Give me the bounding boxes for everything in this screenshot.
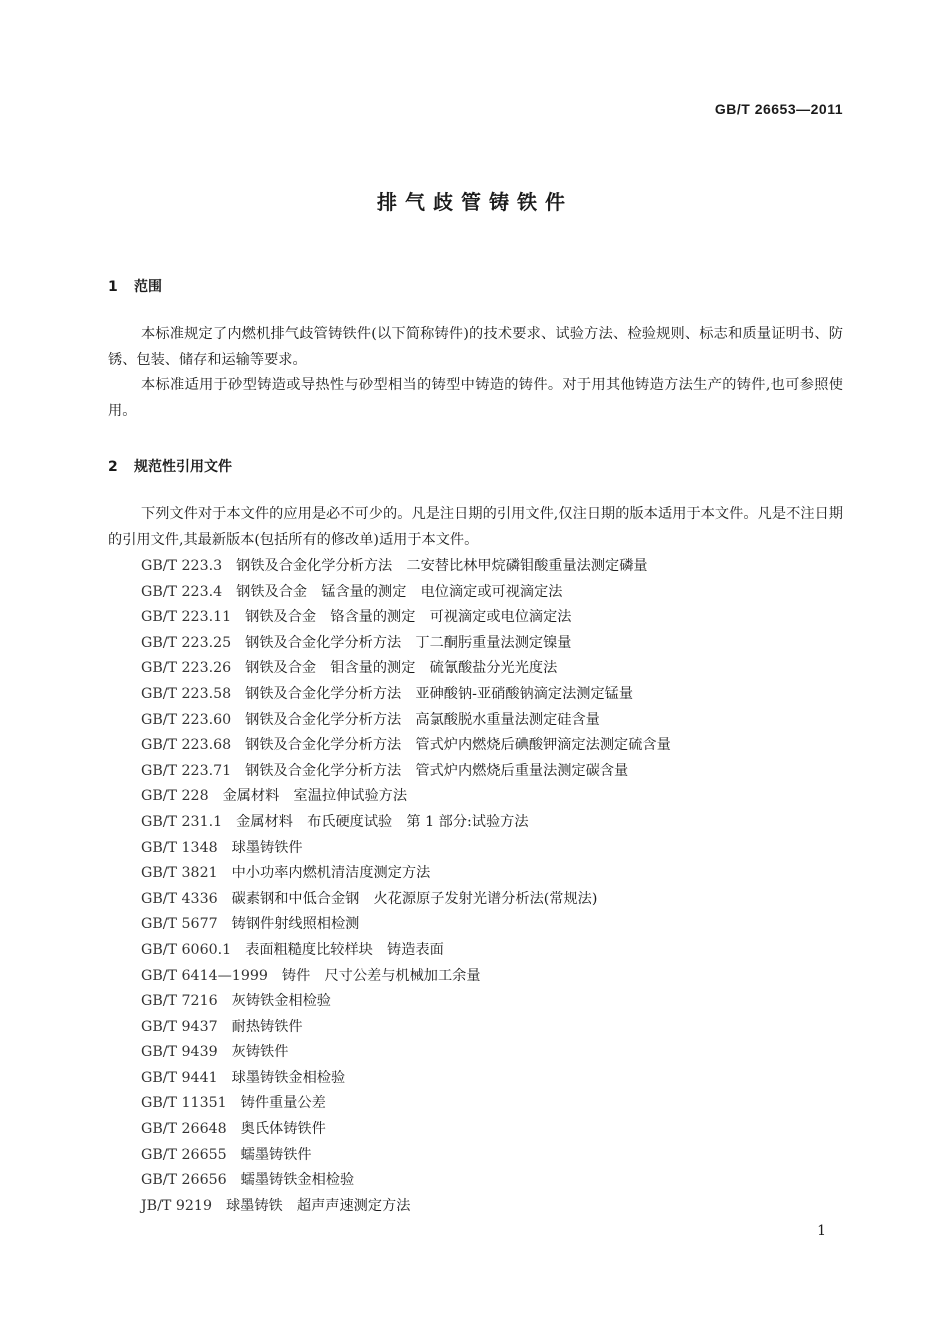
reference-code: GB/T 223.3 (141, 558, 223, 574)
reference-item (141, 1015, 671, 1041)
reference-title: 中小功率内燃机清洁度测定方法 (231, 865, 431, 882)
reference-code: GB/T 3821 (141, 865, 218, 882)
reference-title: 球墨铸铁件 (231, 839, 303, 856)
reference-item (141, 964, 671, 990)
reference-item (141, 938, 671, 964)
reference-title: 表面粗糙度比较样块 铸造表面 (245, 941, 444, 958)
section-1-paragraph-1: 本标准规定了内燃机排气歧管铸铁件(以下简称铸件)的技术要求、试验方法、检验规则、标志和质量证明书、防锈、包装、储存和运输等要求。 (108, 326, 843, 368)
reference-item (141, 1117, 671, 1143)
reference-title: 钢铁及合金 铬含量的测定 可视滴定或电位滴定法 (245, 609, 572, 626)
reference-item (141, 1066, 671, 1092)
reference-code: GB/T 223.4 (141, 583, 223, 600)
reference-code: GB/T 5677 (141, 916, 218, 933)
reference-item (141, 887, 671, 913)
section-1-heading (108, 276, 162, 296)
reference-title: 碳素钢和中低合金钢 火花源原子发射光谱分析法(常规法) (231, 890, 598, 907)
reference-code: GB/T 26656 (141, 1172, 227, 1189)
reference-item (141, 656, 671, 682)
section-1-paragraph-2: 本标准适用于砂型铸造或导热性与砂型相当的铸型中铸造的铸件。对于用其他铸造方法生产的铸件,也可参照使用。 (108, 377, 843, 419)
page-number: 1 (817, 1223, 826, 1239)
normative-references-list (141, 554, 671, 1219)
document-title: 排气歧管铸铁件 (377, 190, 573, 214)
reference-item (141, 861, 671, 887)
reference-item (141, 733, 671, 759)
reference-item (141, 1091, 671, 1117)
reference-code: GB/T 9439 (141, 1044, 218, 1061)
reference-item (141, 631, 671, 657)
section-number: 2 (108, 459, 118, 475)
reference-title: 铸件 尺寸公差与机械加工余量 (281, 967, 481, 984)
section-title: 规范性引用文件 (134, 459, 232, 475)
reference-code: GB/T 231.1 (141, 813, 223, 830)
reference-code: GB/T 7216 (141, 993, 218, 1010)
reference-title: 钢铁及合金化学分析方法 管式炉内燃烧后重量法测定碳含量 (245, 762, 629, 779)
reference-code: GB/T 6414—1999 (141, 967, 268, 984)
reference-title: 钢铁及合金化学分析方法 亚砷酸钠-亚硝酸钠滴定法测定锰量 (245, 685, 634, 702)
reference-code: GB/T 26648 (141, 1121, 227, 1138)
reference-code: GB/T 9437 (141, 1018, 218, 1035)
reference-title: 灰铸铁件 (231, 1044, 289, 1061)
reference-title: 耐热铸铁件 (231, 1018, 303, 1035)
reference-item (141, 784, 671, 810)
reference-code: GB/T 1348 (141, 839, 218, 856)
reference-item (141, 912, 671, 938)
reference-item (141, 810, 671, 836)
section-number: 1 (108, 279, 118, 295)
reference-item (141, 554, 671, 580)
reference-title: 钢铁及合金化学分析方法 二安替比林甲烷磷钼酸重量法测定磷量 (236, 558, 648, 574)
reference-item (141, 989, 671, 1015)
reference-code: GB/T 223.58 (141, 685, 232, 702)
section-title: 范围 (134, 279, 162, 295)
reference-item (141, 605, 671, 631)
section-2-heading (108, 456, 232, 476)
reference-title: 蠕墨铸铁件 (240, 1146, 312, 1163)
reference-title: 金属材料 布氏硬度试验 第 1 部分:试验方法 (236, 813, 529, 830)
reference-title: 球墨铸铁 超声声速测定方法 (225, 1197, 411, 1214)
reference-code: JB/T 9219 (141, 1197, 212, 1214)
reference-title: 钢铁及合金 钼含量的测定 硫氰酸盐分光光度法 (245, 660, 558, 677)
reference-item (141, 1168, 671, 1194)
reference-item (141, 580, 671, 606)
reference-item (141, 1143, 671, 1169)
reference-title: 铸件重量公差 (240, 1095, 326, 1112)
reference-code: GB/T 9441 (141, 1069, 218, 1086)
reference-title: 钢铁及合金 锰含量的测定 电位滴定或可视滴定法 (236, 583, 563, 600)
reference-code: GB/T 11351 (141, 1095, 227, 1112)
standard-code: GB/T 26653—2011 (714, 101, 843, 117)
reference-title: 铸钢件射线照相检测 (231, 916, 360, 933)
reference-code: GB/T 6060.1 (141, 941, 232, 958)
reference-code: GB/T 223.11 (141, 609, 232, 626)
reference-title: 灰铸铁金相检验 (231, 993, 331, 1010)
reference-title: 球墨铸铁金相检验 (231, 1069, 346, 1086)
reference-title: 钢铁及合金化学分析方法 丁二酮肟重量法测定镍量 (245, 634, 572, 651)
reference-item (141, 1040, 671, 1066)
reference-item (141, 682, 671, 708)
reference-title: 钢铁及合金化学分析方法 管式炉内燃烧后碘酸钾滴定法测定硫含量 (245, 737, 671, 754)
reference-code: GB/T 26655 (141, 1146, 227, 1163)
reference-code: GB/T 223.60 (141, 711, 232, 728)
reference-title: 钢铁及合金化学分析方法 高氯酸脱水重量法测定硅含量 (245, 711, 600, 728)
reference-item (141, 708, 671, 734)
reference-code: GB/T 223.71 (141, 762, 232, 779)
reference-title: 金属材料 室温拉伸试验方法 (222, 788, 408, 805)
reference-code: GB/T 223.25 (141, 634, 232, 651)
reference-item (141, 759, 671, 785)
reference-code: GB/T 228 (141, 788, 209, 805)
reference-title: 奥氏体铸铁件 (240, 1121, 326, 1138)
reference-item (141, 836, 671, 862)
reference-title: 蠕墨铸铁金相检验 (240, 1172, 355, 1189)
reference-code: GB/T 223.68 (141, 737, 232, 754)
reference-item (141, 1194, 671, 1220)
reference-code: GB/T 223.26 (141, 660, 232, 677)
reference-code: GB/T 4336 (141, 890, 218, 907)
section-2-paragraph-1: 下列文件对于本文件的应用是必不可少的。凡是注日期的引用文件,仅注日期的版本适用于本文件。凡是不注日期的引用文件,其最新版本(包括所有的修改单)适用于本文件。 (108, 506, 843, 548)
